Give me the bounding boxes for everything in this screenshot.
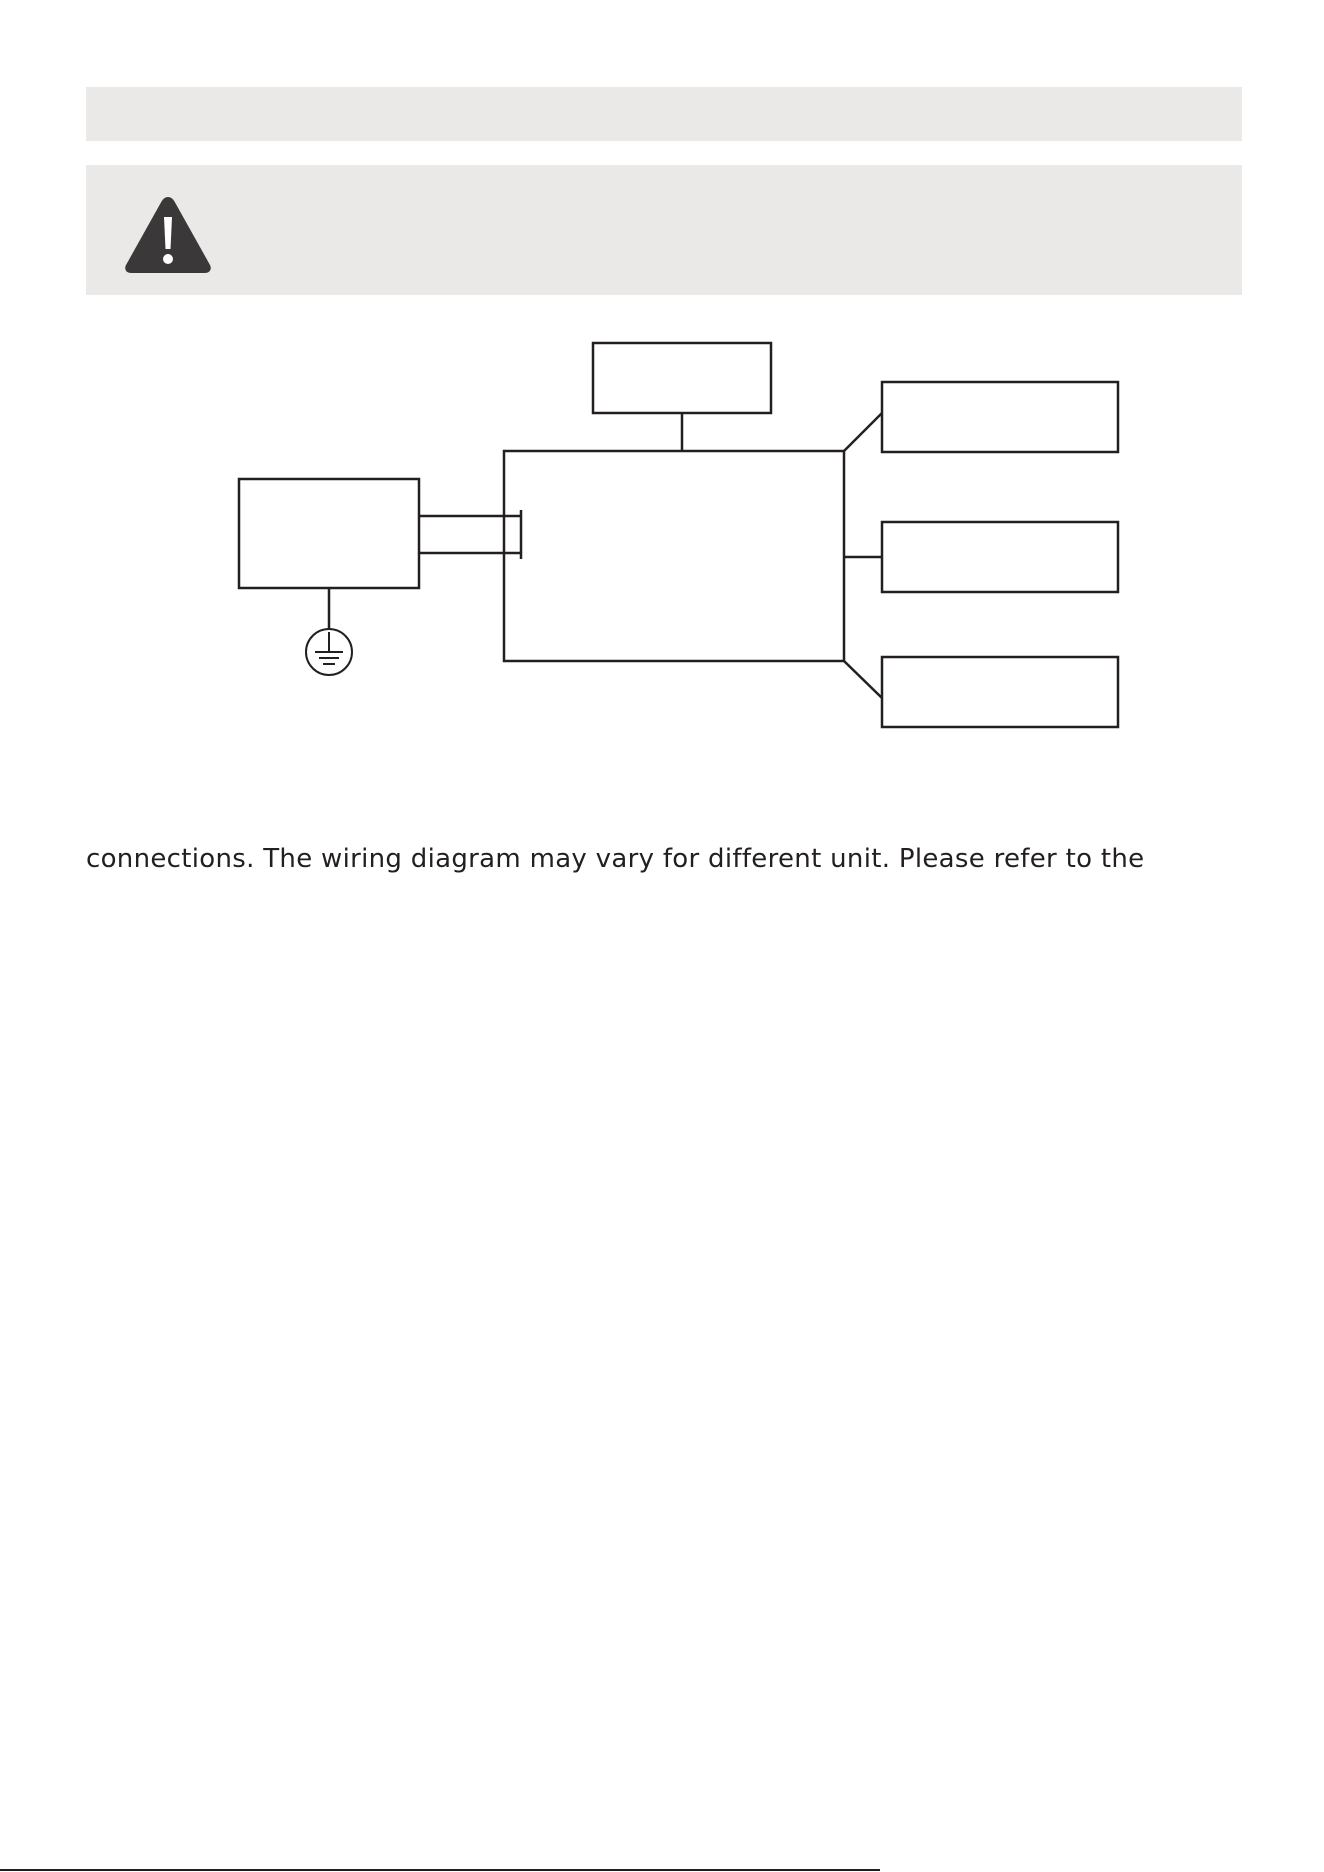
diagram-main-box bbox=[504, 451, 844, 661]
right-connector-3 bbox=[844, 661, 882, 698]
warning-box bbox=[86, 165, 1242, 295]
warning-triangle-icon bbox=[122, 193, 214, 275]
diagram-right-box-3 bbox=[882, 657, 1118, 727]
diagram-left-box bbox=[239, 479, 419, 588]
footer-rule bbox=[0, 1869, 880, 1871]
diagram-right-box-1 bbox=[882, 382, 1118, 452]
diagram-top-box bbox=[593, 343, 771, 413]
earth-ground-icon bbox=[306, 629, 352, 675]
top-gray-band bbox=[86, 87, 1242, 141]
body-text-line: connections. The wiring diagram may vary for different unit. Please refer to the bbox=[86, 844, 1145, 874]
diagram-right-box-2 bbox=[882, 522, 1118, 592]
right-connector-1 bbox=[844, 413, 882, 451]
